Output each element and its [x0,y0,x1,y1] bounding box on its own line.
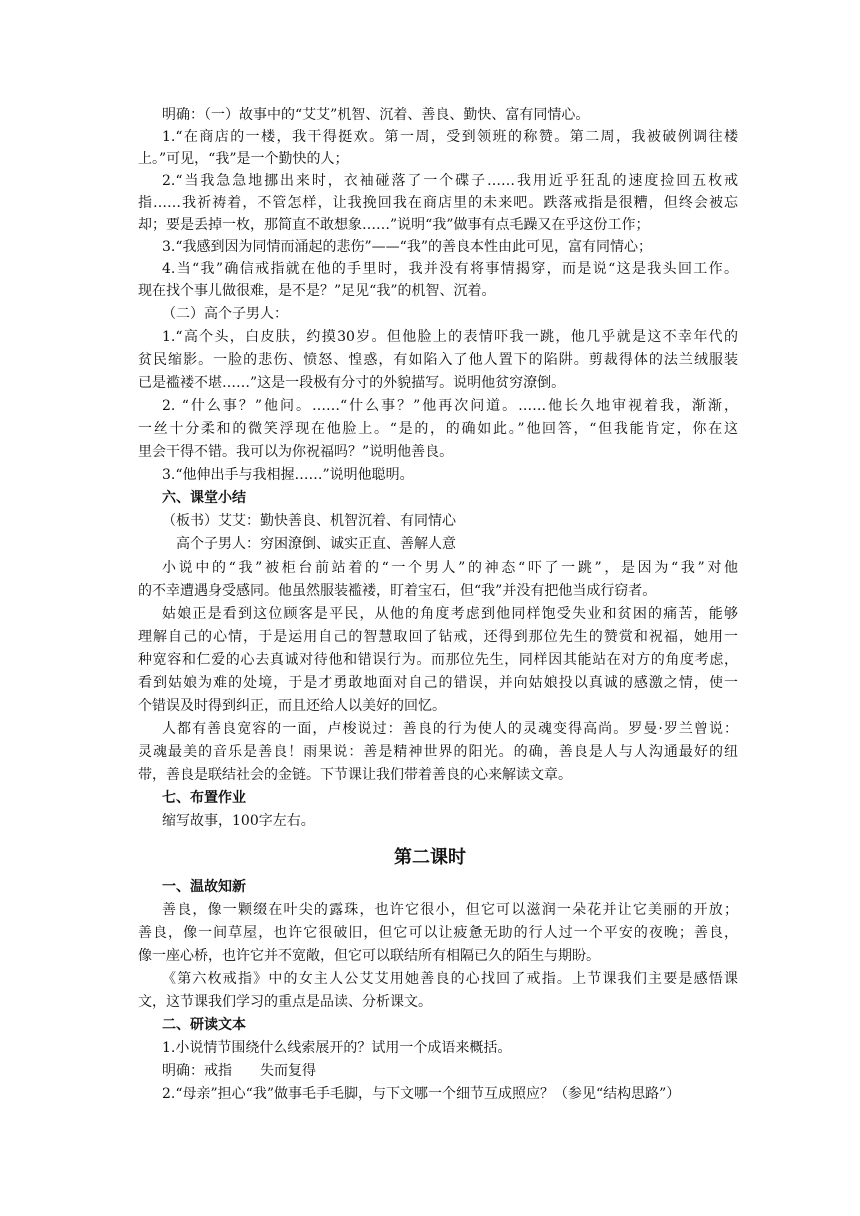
section-heading: 二、研读文本 [162,1017,246,1033]
paragraph-line: 贫民缩影。一脸的悲伤、愤怒、惶惑，有如陷入了他人置下的陷阱。剪裁得体的法兰绒服装 [138,352,738,368]
paragraph-line: 4.当“我”确信戒指就在他的手里时，我并没有将事情揭穿，而是说“这是我头回工作。 [162,261,738,277]
question-line: 1.小说情节围绕什么线索展开的？试用一个成语来概括。 [162,1040,512,1056]
paragraph-line: 现在找个事儿做很难，是不是？”足见“我”的机智、沉着。 [138,283,496,299]
section-heading: 七、布置作业 [162,790,246,806]
paragraph-line: 带，善良是联结社会的金链。下节课让我们带着善良的心来解读文章。 [138,767,572,783]
paragraph-line: 的不幸遭遇身受感同。他虽然服装褴褛，盯着宝石，但“我”并没有把他当成行窃者。 [138,583,657,599]
paragraph-line: 明确：（一）故事中的“艾艾”机智、沉着、善良、勤快、富有同情心。 [162,107,590,123]
answer-line: 明确：戒指 失而复得 [162,1063,316,1079]
paragraph-line: 《第六枚戒指》中的女主人公艾艾用她善良的心找回了戒指。上节课我们主要是感悟课 [162,971,738,987]
board-note: （板书）艾艾：勤快善良、机智沉着、有同情心 [162,513,456,529]
paragraph-line: 3.“他伸出手与我相握……”说明他聪明。 [162,467,414,483]
paragraph-line: 姑娘正是看到这位顾客是平民，从他的角度考虑到他同样饱受失业和贫困的痛苦，能够 [162,606,738,622]
paragraph-line: 种宽容和仁爱的心去真诚对待他和错误行为。而那位先生，同样因其能站在对方的角度考虑， [138,652,738,668]
section-subheading: （二）高个子男人： [162,306,288,322]
paragraph-line: 2.“当我急急地挪出来时，衣袖碰落了一个碟子……我用近乎狂乱的速度捡回五枚戒 [162,173,738,189]
paragraph-line: 3.“我感到因为同情而涌起的悲伤”——“我”的善良本性由此可见，富有同情心； [162,239,652,255]
section-heading: 六、课堂小结 [162,490,246,506]
paragraph-line: 看到姑娘为难的处境，于是才勇敢地面对自己的错误，并向姑娘投以真诚的感激之情，使一 [138,675,738,691]
question-line: 2.“母亲”担心“我”做事毛手毛脚，与下文哪一个细节互成照应？（参见“结构思路”） [162,1086,681,1102]
lesson-title: 第二课时 [394,847,466,868]
section-heading: 一、温故知新 [162,879,246,895]
paragraph-line: 里会干得不错。我可以为你祝福吗？”说明他善良。 [138,444,454,460]
paragraph-line: 2. “什么事？”他问。……“什么事？”他再次问道。……他长久地审视着我，渐渐， [162,398,738,414]
paragraph-line: 缩写故事，100字左右。 [162,813,315,829]
paragraph-line: 人都有善良宽容的一面，卢梭说过：善良的行为使人的灵魂变得高尚。罗曼·罗兰曾说： [162,721,738,737]
paragraph-line: 却；要是丢掉一枚，那简直不敢想象……”说明“我”做事有点毛躁又在乎这份工作； [138,217,650,233]
paragraph-line: 文，这节课我们学习的重点是品读、分析课文。 [138,994,432,1010]
paragraph-line: 上。”可见，“我”是一个勤快的人； [138,151,349,167]
paragraph-line: 善良，像一间草屋，也许它很破旧，但它可以让疲惫无助的行人过一个平安的夜晚；善良， [138,925,738,941]
paragraph-line: 1.“高个头，白皮肤，约摸30岁。但他脸上的表情吓我一跳，他几乎就是这不幸年代的 [162,329,738,345]
paragraph-line: 像一座心桥，也许它并不宽敞，但它可以联结所有相隔已久的陌生与期盼。 [138,948,600,964]
paragraph-line: 已是褴褛不堪……”这是一段极有分寸的外貌描写。说明他贫穷潦倒。 [138,375,566,391]
paragraph-line: 小说中的“我”被柜台前站着的“一个男人”的神态“吓了一跳”，是因为“我”对他 [162,560,738,576]
paragraph-line: 1.“在商店的一楼，我干得挺欢。第一周，受到领班的称赞。第二周，我被破例调往楼 [162,129,738,145]
paragraph-line: 个错误及时得到纠正，而且还给人以美好的回忆。 [138,698,446,714]
paragraph-line: 善良，像一颗缀在叶尖的露珠，也许它很小，但它可以滋润一朵花并让它美丽的开放； [162,902,738,918]
paragraph-line: 理解自己的心情，于是运用自己的智慧取回了钻戒，还得到那位先生的赞赏和祝福，她用一 [138,629,738,645]
paragraph-line: 灵魂最美的音乐是善良！雨果说：善是精神世界的阳光。的确，善良是人与人沟通最好的纽 [138,744,738,760]
board-note: 高个子男人：穷困潦倒、诚实正直、善解人意 [176,536,456,552]
paragraph-line: 一丝十分柔和的微笑浮现在他脸上。“是的，的确如此。”他回答，“但我能肯定，你在这 [138,421,738,437]
paragraph-line: 指……我祈祷着，不管怎样，让我挽回我在商店里的未来吧。跌落戒指是很糟，但终会被忘 [138,195,738,211]
